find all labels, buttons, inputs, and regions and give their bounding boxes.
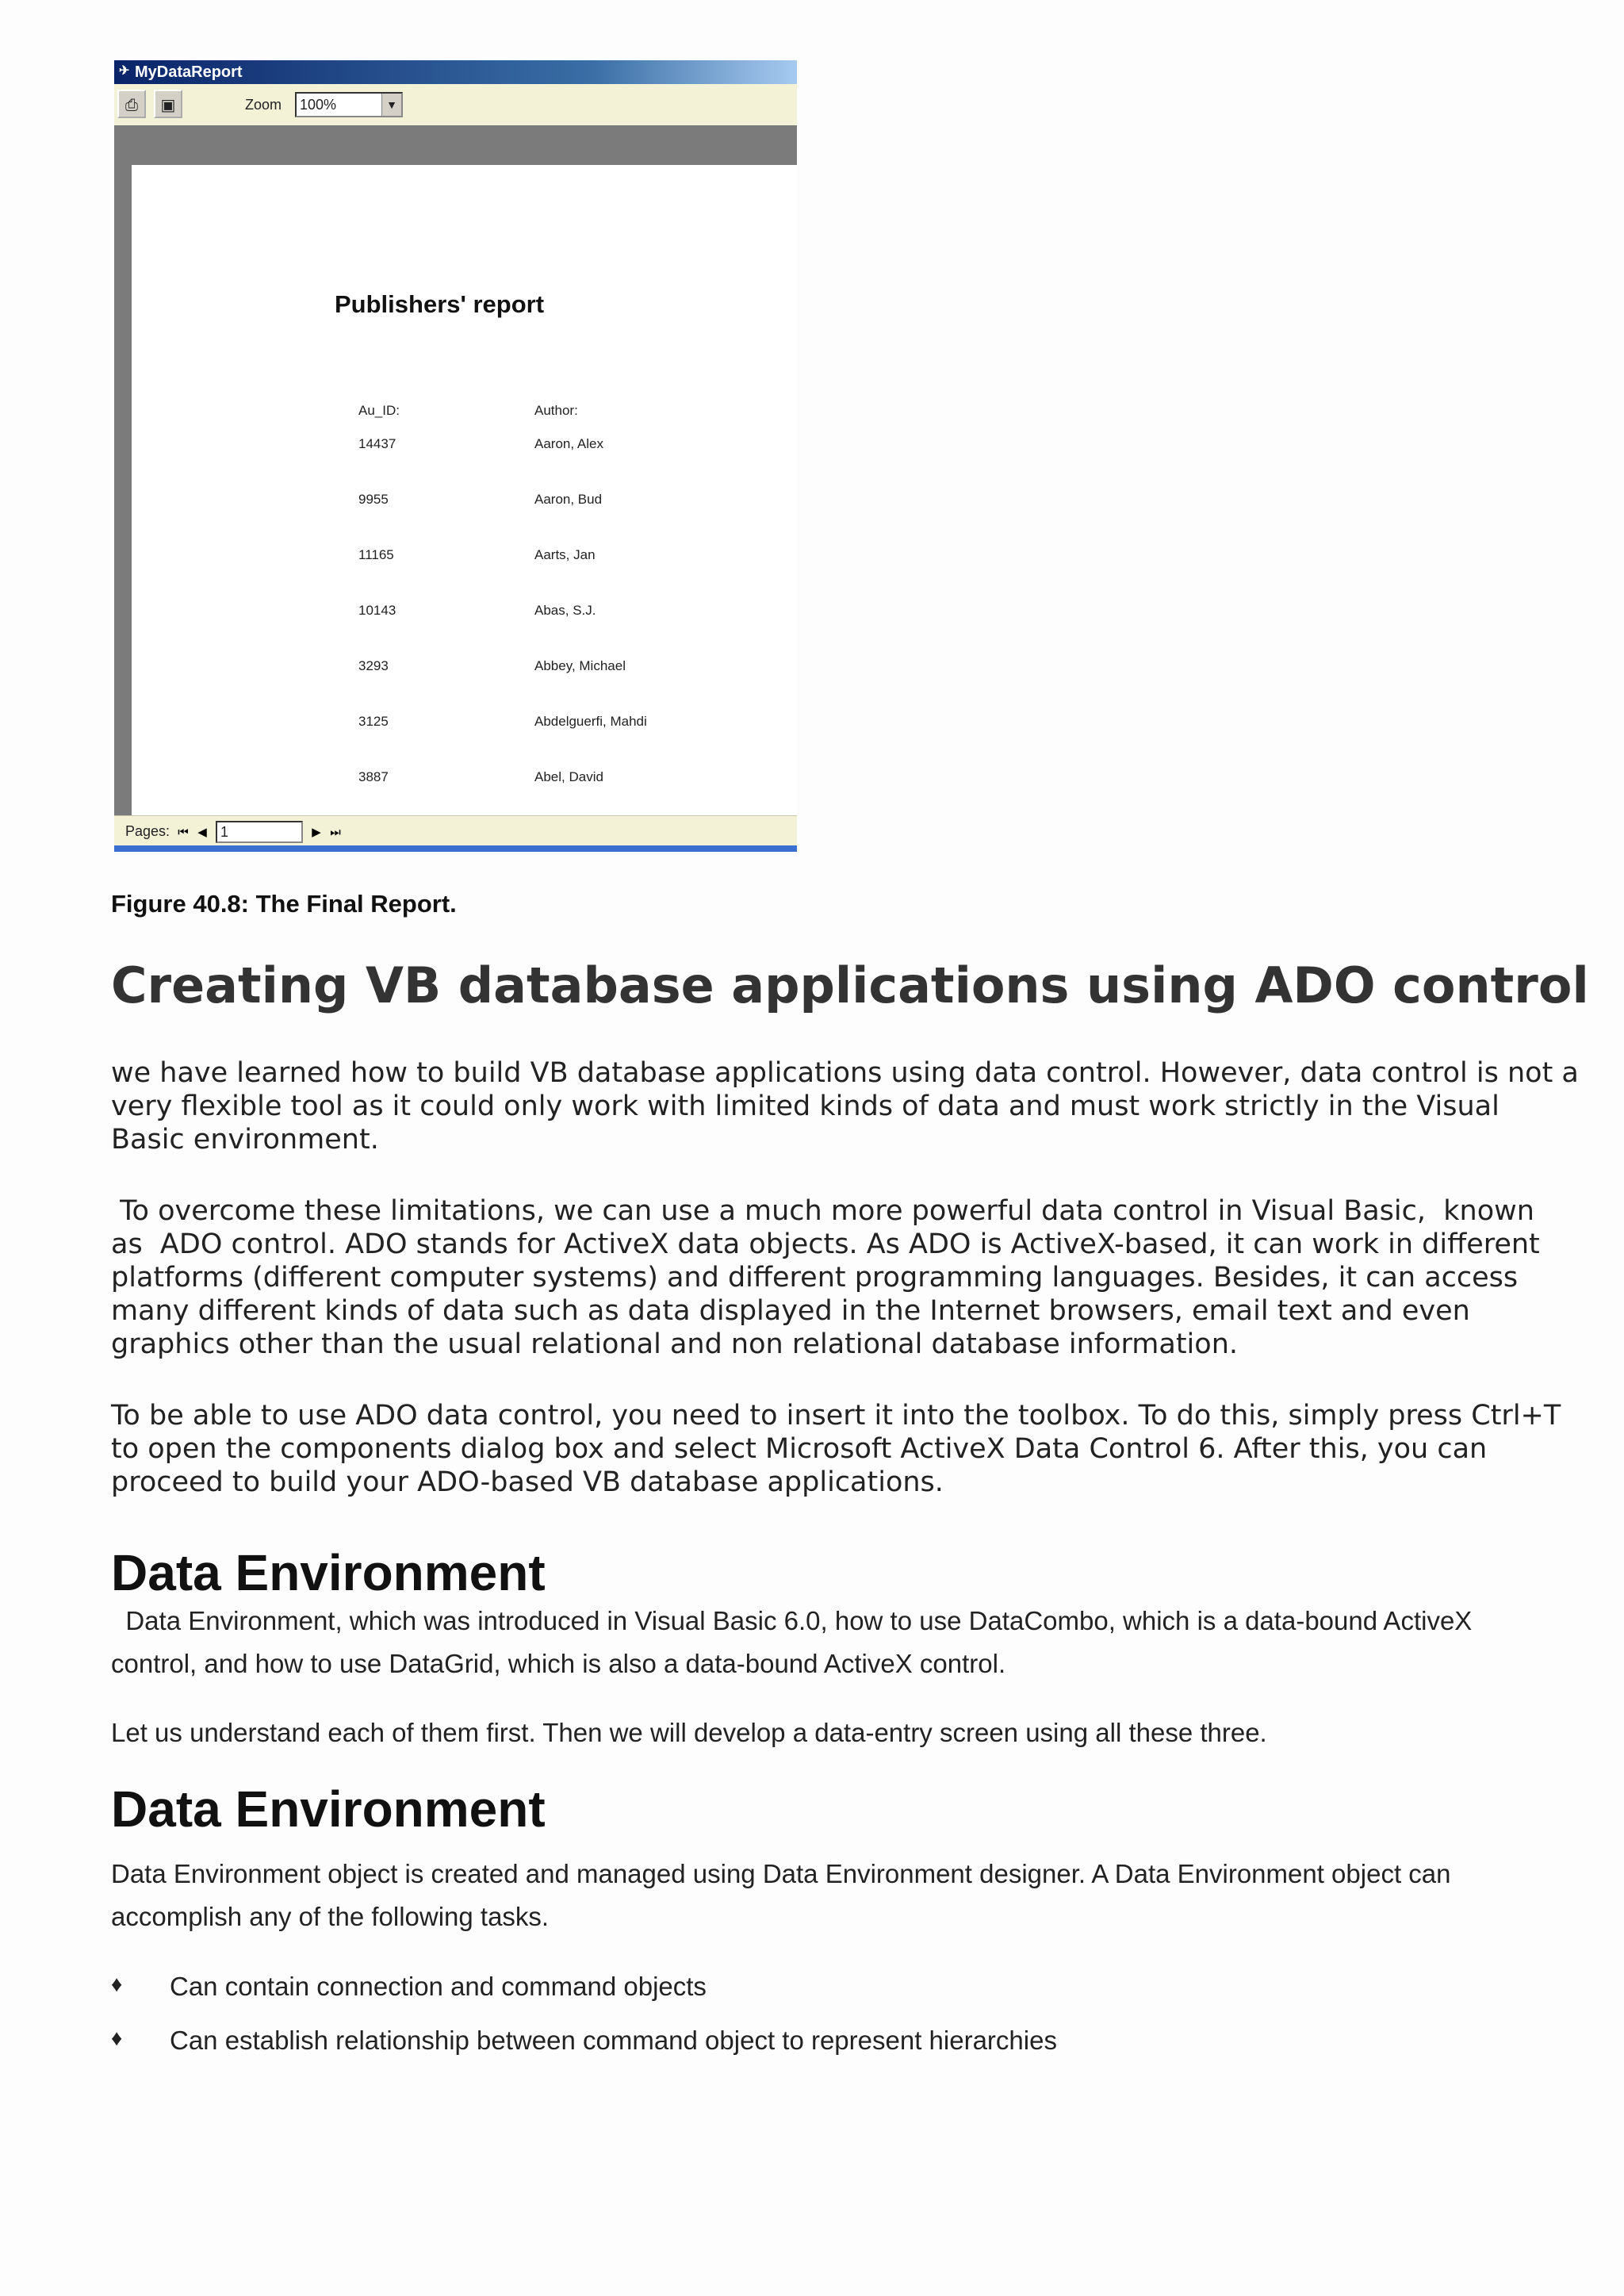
- cell-id: 3125: [358, 714, 389, 729]
- next-page-icon[interactable]: ▶: [312, 825, 321, 839]
- printer-icon[interactable]: ⎙: [117, 90, 146, 118]
- cell-id: 3293: [358, 658, 389, 673]
- cell-id: 3887: [358, 769, 389, 784]
- figure-caption: Figure 40.8: The Final Report.: [111, 890, 457, 918]
- paragraph-line: Basic environment.: [111, 1124, 379, 1156]
- paragraph-2: [111, 1194, 1578, 1361]
- paragraph-1: [111, 1056, 1578, 1156]
- app-icon: ✈: [119, 64, 130, 78]
- cell-id: 11165: [358, 547, 394, 562]
- report-page: [132, 165, 797, 815]
- cell-author: Aaron, Alex: [534, 436, 603, 451]
- export-icon[interactable]: ▣: [154, 90, 182, 118]
- paragraph-line: Data Environment object is created and managed using Data Environment designer. A Data Environment object can: [111, 1859, 1451, 1888]
- cell-author: Abas, S.J.: [534, 603, 596, 618]
- cell-author: Aaron, Bud: [534, 492, 603, 507]
- prev-page-icon[interactable]: ◀: [197, 825, 207, 839]
- paragraph-line: many different kinds of data such as data displayed in the Internet browsers, email text and even: [111, 1295, 1470, 1327]
- cell-author: Abel, David: [534, 769, 603, 784]
- title-bar[interactable]: [114, 60, 797, 84]
- page-number-input[interactable]: 1: [216, 821, 303, 843]
- data-environment-description: [111, 1853, 1578, 1938]
- section-heading-data-environment: Data Environment: [111, 1544, 546, 1601]
- list-item-text: Can contain connection and command objects: [170, 1972, 707, 2001]
- cell-id: 14437: [358, 436, 396, 451]
- page-margin-top: [114, 125, 797, 165]
- page-navigator: [114, 815, 797, 846]
- page-title: Creating VB database applications using ADO control: [111, 956, 1589, 1014]
- diamond-bullet-icon: ♦: [111, 2026, 123, 2050]
- cell-author: Abbey, Michael: [534, 658, 626, 673]
- paragraph-line: To be able to use ADO data control, you need to insert it into the toolbox. To do this, simply press Ctrl+T: [111, 1400, 1561, 1432]
- zoom-select[interactable]: [295, 92, 403, 117]
- paragraph-line: graphics other than the usual relational and non relational database information.: [111, 1328, 1239, 1360]
- zoom-label: Zoom: [245, 97, 282, 113]
- cell-id: 9955: [358, 492, 389, 507]
- list-item-text: Can establish relationship between command object to represent hierarchies: [170, 2026, 1057, 2055]
- last-page-icon[interactable]: ⏭: [330, 825, 341, 839]
- data-environment-intro: [111, 1600, 1578, 1685]
- data-environment-note: [111, 1711, 1578, 1754]
- cell-id: 10143: [358, 603, 396, 618]
- page-margin-left: [114, 165, 132, 815]
- paragraph-line: we have learned how to build VB database applications using data control. However, data control is not a: [111, 1057, 1579, 1089]
- first-page-icon[interactable]: ⏮: [178, 825, 189, 839]
- paragraph-line: as ADO control. ADO stands for ActiveX data objects. As ADO is ActiveX-based, it can work in different: [111, 1228, 1540, 1260]
- paragraph-line: platforms (different computer systems) and different programming languages. Besides, it can access: [111, 1262, 1519, 1294]
- pages-label: Pages:: [125, 823, 170, 839]
- column-header-author: Author:: [534, 403, 578, 418]
- window-title: MyDataReport: [135, 63, 243, 81]
- report-title: Publishers' report: [335, 290, 545, 318]
- report-window: [114, 60, 797, 852]
- paragraph-line: Data Environment, which was introduced in Visual Basic 6.0, how to use DataCombo, which is a data-bound ActiveX: [111, 1606, 1473, 1635]
- column-header-id: Au_ID:: [358, 403, 400, 418]
- paragraph-line: proceed to build your ADO-based VB database applications.: [111, 1466, 944, 1498]
- section-heading-data-environment-2: Data Environment: [111, 1780, 546, 1838]
- cell-author: Abdelguerfi, Mahdi: [534, 714, 647, 729]
- paragraph-line: Let us understand each of them first. Then we will develop a data-entry screen using all these three.: [111, 1718, 1267, 1747]
- paragraph-line: very flexible tool as it could only work with limited kinds of data and must work strictly in the Visual: [111, 1091, 1500, 1122]
- paragraph-line: to open the components dialog box and select Microsoft ActiveX Data Control 6. After this, you can: [111, 1433, 1488, 1465]
- paragraph-line: To overcome these limitations, we can use a much more powerful data control in Visual Basic, known: [111, 1195, 1534, 1227]
- window-bottom-border: [114, 845, 797, 852]
- zoom-value: 100%: [300, 97, 337, 113]
- chevron-down-icon[interactable]: ▼: [381, 94, 401, 116]
- paragraph-line: control, and how to use DataGrid, which is also a data-bound ActiveX control.: [111, 1649, 1006, 1678]
- report-toolbar: [114, 84, 797, 125]
- diamond-bullet-icon: ♦: [111, 1972, 123, 1996]
- paragraph-3: [111, 1399, 1578, 1499]
- cell-author: Aarts, Jan: [534, 547, 596, 562]
- paragraph-line: accomplish any of the following tasks.: [111, 1902, 550, 1931]
